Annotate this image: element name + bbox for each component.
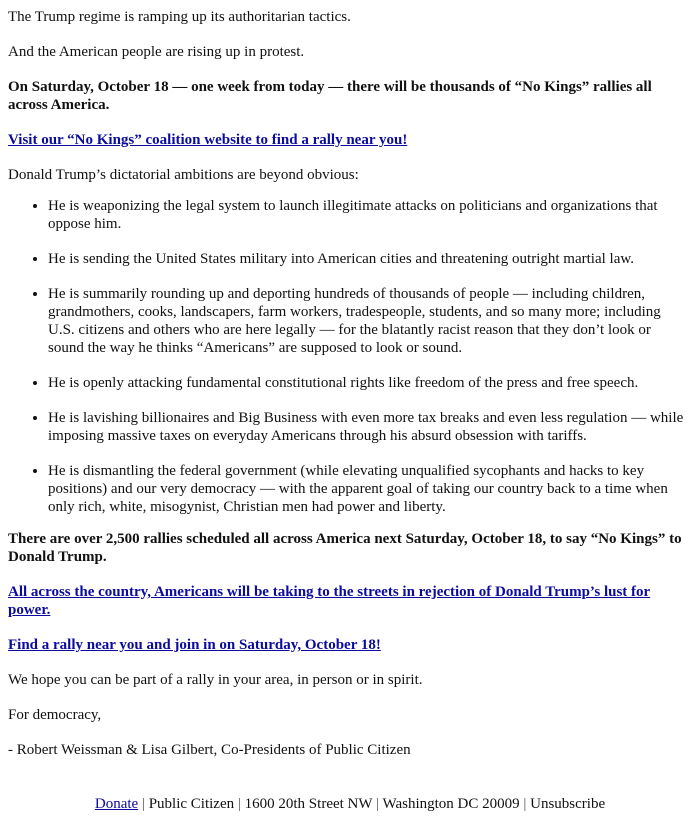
find-rally-link[interactable]: Find a rally near you and join in on Saturday, October 18! [8, 637, 381, 653]
streets-link[interactable]: All across the country, Americans will be taking to the streets in rejection of Donald Trump’s lust for power. [8, 584, 651, 618]
intro-line-1: The Trump regime is ramping up its authoritarian tactics. [8, 9, 351, 25]
list-item: • He is summarily rounding up and deporting hundreds of thousands of people — including children, grandmothers, cooks, landscapers, farm workers, tradespeople, students, and so many more; including U.S. citizens and others who are here legally — for the blatantly racist reason that they don’t look or sound the way he thinks “Americans” are supposed to look or sound. [48, 285, 692, 357]
closing-text: For democracy, [8, 707, 102, 723]
visit-coalition-link[interactable]: Visit our “No Kings” coalition website to find a rally near you! [8, 132, 408, 148]
list-item: • He is sending the United States military into American cities and threatening outright martial law. [48, 250, 692, 268]
donate-link[interactable]: Donate [94, 796, 139, 812]
separator: | [519, 796, 531, 812]
intro-line-2: And the American people are rising up in protest. [8, 44, 305, 60]
headline: On Saturday, October 18 — one week from today — there will be thousands of “No Kings” rallies all across America. [8, 79, 652, 113]
org-name: Public Citizen [148, 796, 235, 812]
list-item: • He is lavishing billionaires and Big Business with even more tax breaks and even less regulation — while imposing massive taxes on everyday Americans through his absurd obsession with tariffs. [48, 409, 692, 445]
list-item: • He is dismantling the federal government (while elevating unqualified sycophants and hacks to key positions) and our very democracy — with the apparent goal of taking our country back to a time when only rich, white, misogynist, Christian men had power and liberty. [48, 462, 692, 516]
list-intro: Donald Trump’s dictatorial ambitions are beyond obvious: [8, 167, 359, 183]
signature: - Robert Weissman & Lisa Gilbert, Co-Presidents of Public Citizen [8, 742, 411, 758]
separator: | [234, 796, 245, 812]
footer [8, 795, 692, 813]
list-item: • He is weaponizing the legal system to launch illegitimate attacks on politicians and organizations that oppose him. [48, 197, 692, 233]
rallies-statement: There are over 2,500 rallies scheduled all across America next Saturday, October 18, to say “No Kings” to Donald Trump. [8, 531, 682, 565]
separator: | [138, 796, 149, 812]
hope-text: We hope you can be part of a rally in your area, in person or in spirit. [8, 672, 423, 688]
address: 1600 20th Street NW [244, 796, 373, 812]
separator: | [372, 796, 383, 812]
ambitions-list [8, 197, 692, 516]
unsubscribe-link[interactable]: Unsubscribe [530, 796, 606, 812]
city: Washington DC 20009 [382, 796, 520, 812]
list-item: • He is openly attacking fundamental constitutional rights like freedom of the press and free speech. [48, 374, 692, 392]
